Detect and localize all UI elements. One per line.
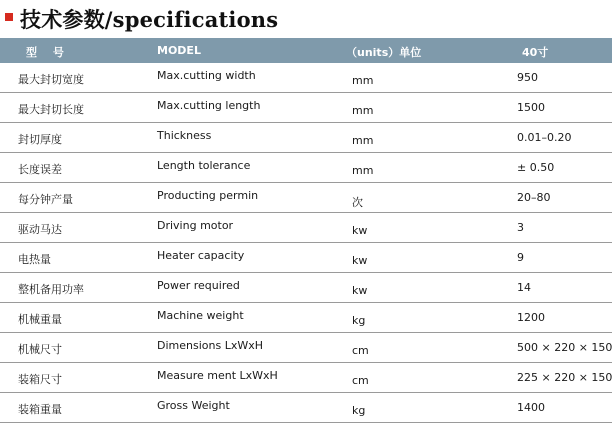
title-bar	[0, 0, 612, 38]
spec-name-en: Dimensions LxWxH	[157, 339, 263, 352]
table-row	[0, 393, 612, 423]
spec-unit: mm	[352, 74, 374, 87]
spec-value: 225 × 220 × 150	[517, 371, 612, 384]
spec-name-en: Gross Weight	[157, 399, 230, 412]
spec-unit: cm	[352, 344, 369, 357]
spec-name-en: Producting permin	[157, 189, 259, 202]
specifications-table	[0, 38, 612, 423]
spec-value: 3	[517, 221, 524, 234]
table-row	[0, 93, 612, 123]
spec-unit: kw	[352, 284, 368, 297]
header-size: 40寸	[522, 46, 549, 59]
table-row	[0, 123, 612, 153]
table-row	[0, 333, 612, 363]
spec-name-en: Machine weight	[157, 309, 244, 322]
spec-unit: mm	[352, 104, 374, 117]
spec-name-cn: 每分钟产量	[18, 193, 73, 206]
header-model-en: MODEL	[157, 44, 201, 57]
spec-value: 950	[517, 71, 538, 84]
spec-value: 1200	[517, 311, 545, 324]
table-row	[0, 63, 612, 93]
spec-name-cn: 整机备用功率	[18, 283, 84, 296]
spec-unit: cm	[352, 374, 369, 387]
table-row	[0, 363, 612, 393]
spec-name-en: Max.cutting length	[157, 99, 261, 112]
spec-value: 9	[517, 251, 524, 264]
spec-value: 20–80	[517, 191, 551, 204]
spec-unit: kw	[352, 254, 368, 267]
table-row	[0, 183, 612, 213]
table-row	[0, 303, 612, 333]
spec-name-cn: 装箱重量	[18, 403, 62, 416]
spec-name-en: Length tolerance	[157, 159, 251, 172]
spec-name-cn: 装箱尺寸	[18, 373, 62, 386]
spec-unit: mm	[352, 134, 374, 147]
spec-name-cn: 电热量	[18, 253, 51, 266]
spec-unit: 次	[352, 196, 363, 209]
table-header	[0, 38, 612, 63]
spec-unit: kg	[352, 314, 366, 327]
spec-unit: kw	[352, 224, 368, 237]
square-bullet-icon	[5, 13, 13, 21]
spec-value: 1400	[517, 401, 545, 414]
table-body	[0, 63, 612, 423]
spec-name-cn: 封切厚度	[18, 133, 62, 146]
table-row	[0, 153, 612, 183]
table-row	[0, 213, 612, 243]
spec-name-en: Power required	[157, 279, 240, 292]
spec-value: 1500	[517, 101, 545, 114]
table-row	[0, 243, 612, 273]
spec-name-en: Measure ment LxWxH	[157, 369, 278, 382]
spec-unit: mm	[352, 164, 374, 177]
spec-name-en: Driving motor	[157, 219, 234, 232]
spec-unit: kg	[352, 404, 366, 417]
page-title: 技术参数/specifications	[20, 7, 279, 32]
spec-name-en: Max.cutting width	[157, 69, 256, 82]
spec-value: ± 0.50	[517, 161, 555, 174]
table-row	[0, 273, 612, 303]
spec-name-cn: 驱动马达	[18, 223, 62, 236]
spec-name-cn: 最大封切长度	[18, 103, 84, 116]
spec-value: 0.01–0.20	[517, 131, 572, 144]
spec-name-cn: 最大封切宽度	[18, 73, 84, 86]
spec-value: 14	[517, 281, 531, 294]
header-units: （units）单位	[346, 46, 422, 59]
spec-name-cn: 机械重量	[18, 313, 62, 326]
spec-name-en: Heater capacity	[157, 249, 245, 262]
spec-name-cn: 机械尺寸	[18, 343, 62, 356]
spec-value: 500 × 220 × 150	[517, 341, 612, 354]
spec-name-cn: 长度误差	[18, 163, 62, 176]
header-model-cn: 型 号	[26, 46, 70, 59]
spec-name-en: Thickness	[157, 129, 212, 142]
